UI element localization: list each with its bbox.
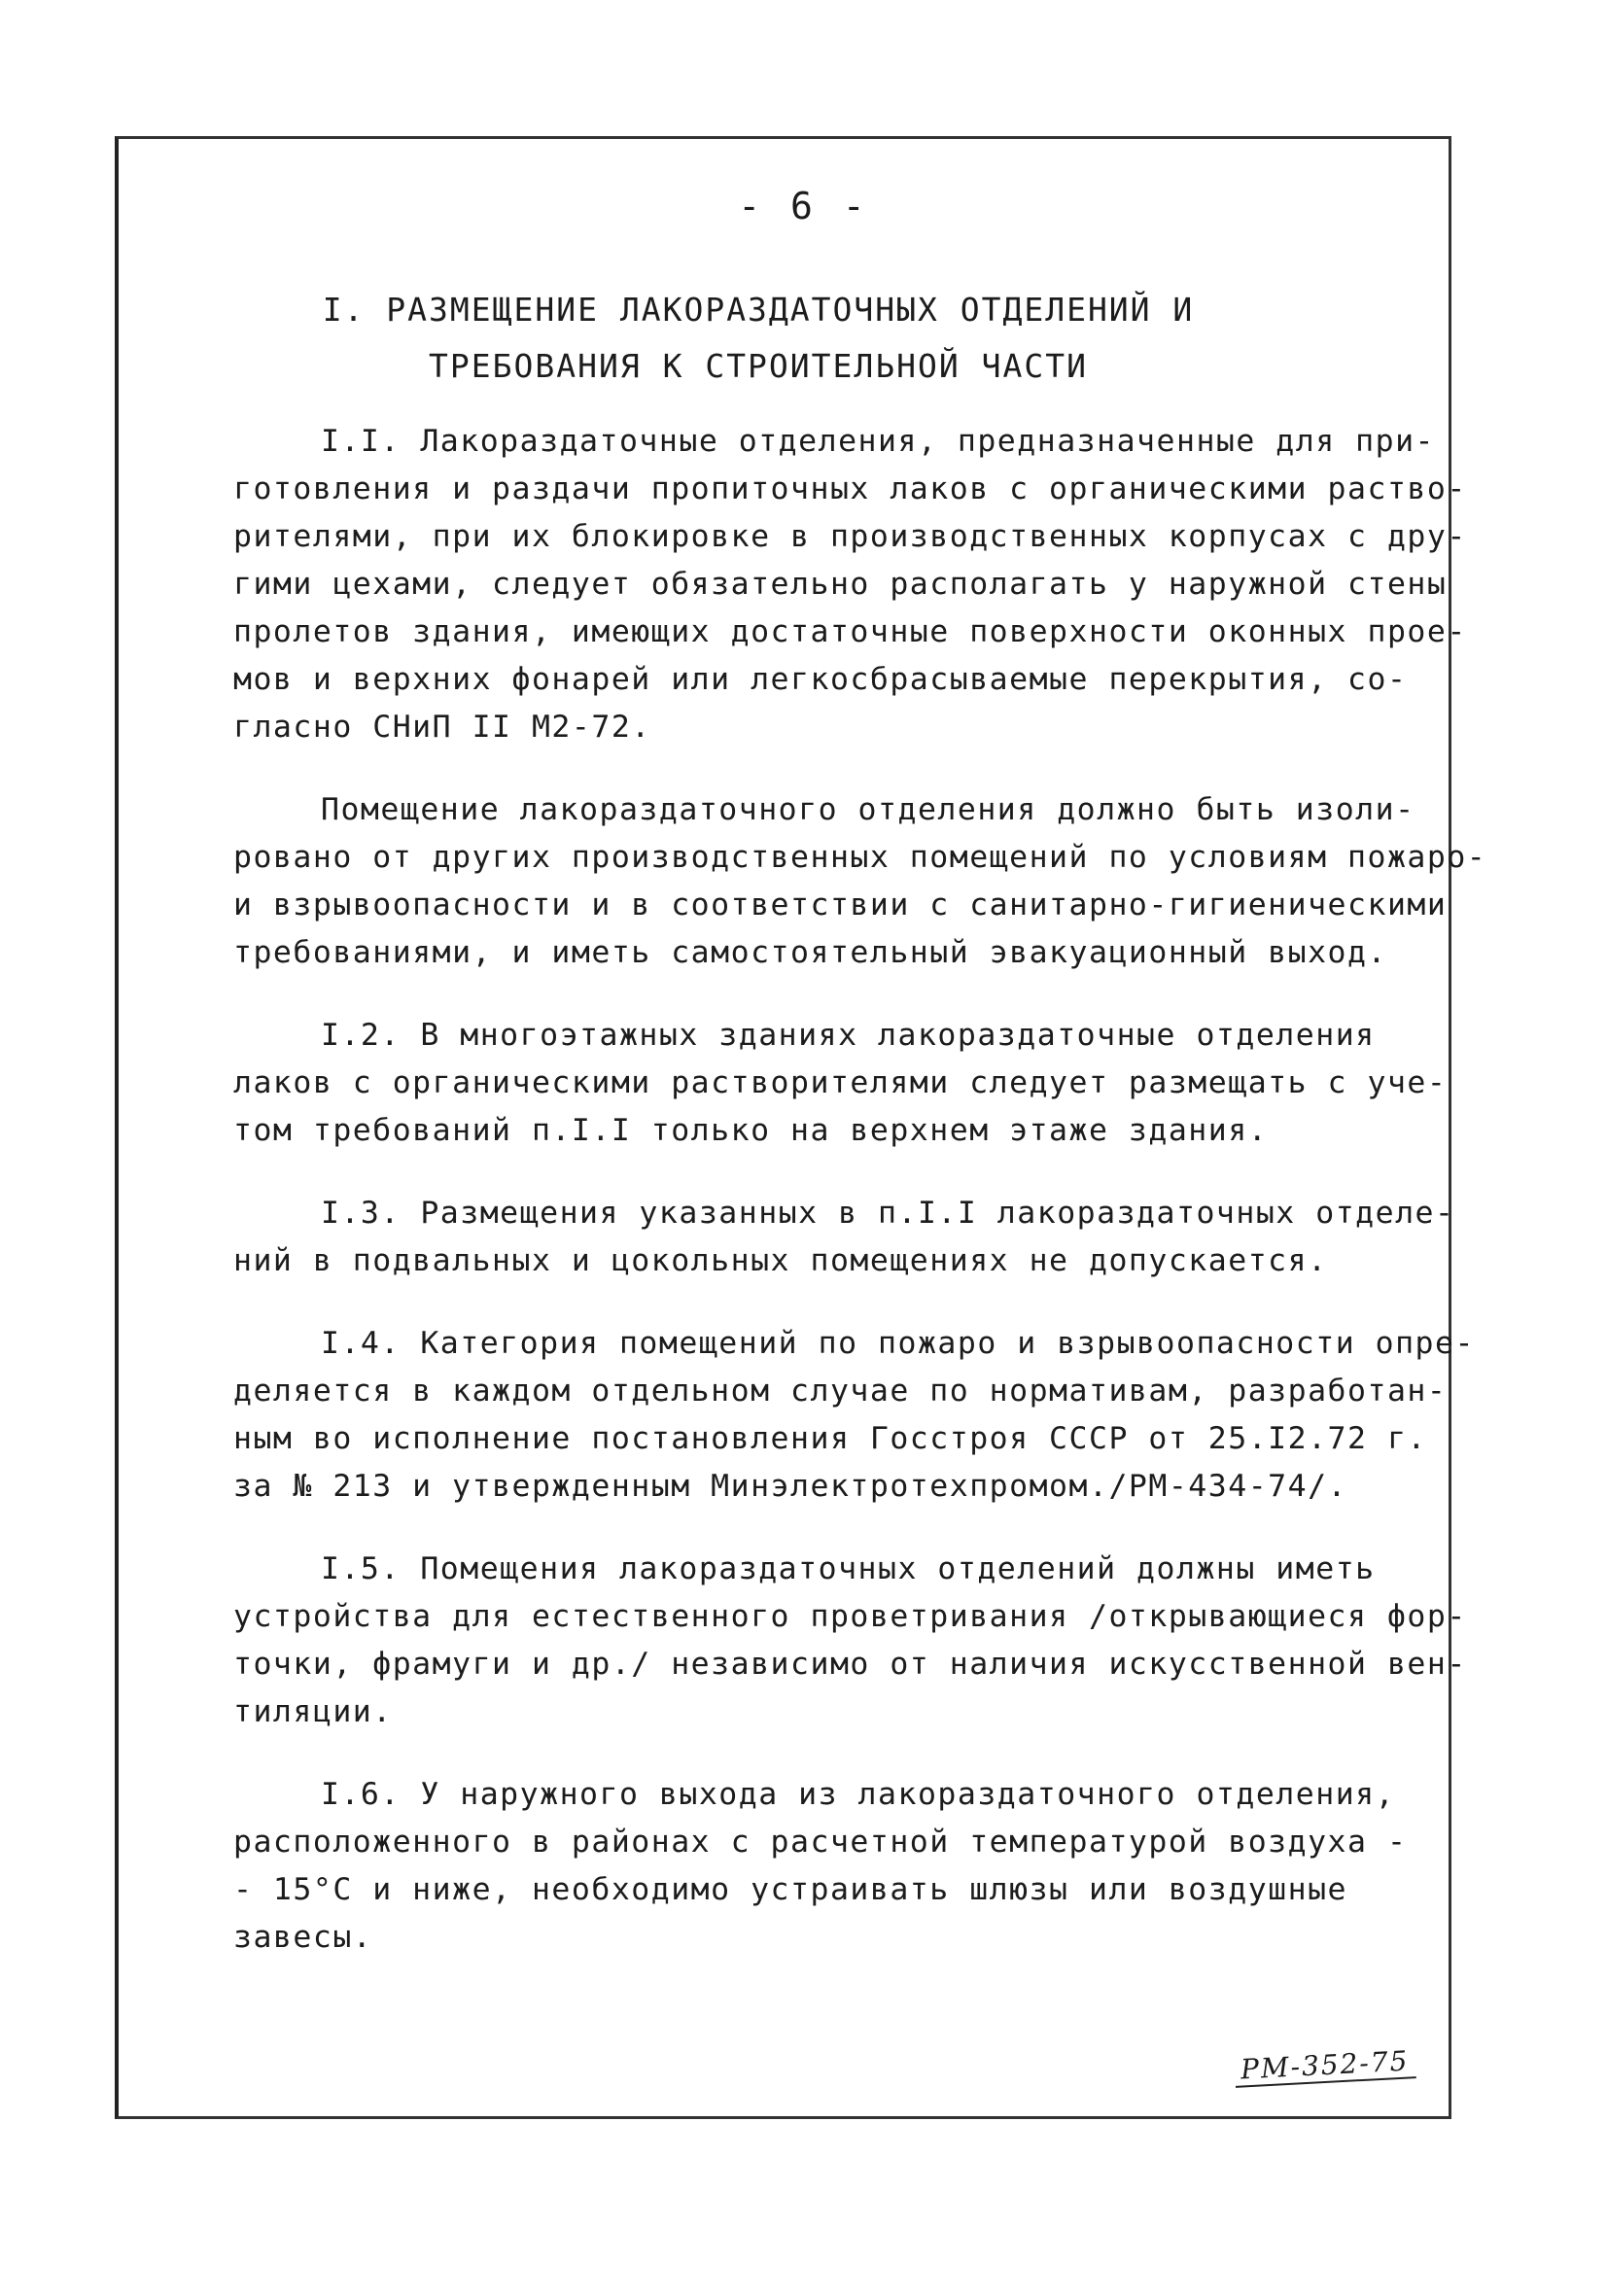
text-line: I.6. У наружного выхода из лакораздаточного отделения, [321, 1777, 1396, 1812]
paragraph-1-2 [233, 1012, 1448, 1155]
paragraph-1-6 [233, 1771, 1429, 1962]
text-line: завесы. [233, 1920, 373, 1955]
section-title-line-1: I. РАЗМЕЩЕНИЕ ЛАКОРАЗДАТОЧНЫХ ОТДЕЛЕНИЙ И [322, 291, 1195, 329]
text-line: ний в подвальных и цокольных помещениях не допускается. [233, 1243, 1328, 1278]
text-line: I.5. Помещения лакораздаточных отделений должны иметь [321, 1551, 1376, 1586]
text-line: и взрывоопасности и в соответствии с санитарно-гигиеническими [233, 887, 1448, 922]
document-body [233, 418, 1487, 1997]
document-code: РМ-352-75 [1234, 2044, 1415, 2088]
text-line: гими цехами, следует обязательно располагать у наружной стены [233, 567, 1448, 602]
text-line: том требований п.I.I только на верхнем этаже здания. [233, 1113, 1269, 1148]
text-line: точки, фрамуги и др./ независимо от наличия искусственной вен- [233, 1647, 1467, 1682]
text-line: устройства для естественного проветривания /открывающиеся фор- [233, 1599, 1467, 1634]
text-line: за № 213 и утвержденным Минэлектротехпромом./РМ-434-74/. [233, 1469, 1348, 1504]
text-line: - 15°С и ниже, необходимо устраивать шлюзы или воздушные [233, 1872, 1348, 1907]
text-line: I.I. Лакораздаточные отделения, предназначенные для при- [321, 424, 1436, 459]
page-number: - 6 - [738, 185, 869, 227]
text-line: Помещение лакораздаточного отделения должно быть изоли- [321, 792, 1415, 827]
paragraph-1-1-continued [233, 786, 1487, 977]
text-line: расположенного в районах с расчетной температурой воздуха - [233, 1825, 1408, 1860]
paragraph-1-1 [233, 418, 1467, 751]
text-line: I.2. В многоэтажных зданиях лакораздаточные отделения [321, 1018, 1376, 1053]
paragraph-1-4 [233, 1320, 1475, 1511]
paragraph-1-5 [233, 1546, 1467, 1736]
text-line: пролетов здания, имеющих достаточные поверхности оконных прое- [233, 614, 1467, 649]
section-title-line-2: ТРЕБОВАНИЯ К СТРОИТЕЛЬНОЙ ЧАСТИ [429, 347, 1088, 385]
text-line: гласно СНиП II М2-72. [233, 710, 651, 745]
text-line: мов и верхних фонарей или легкосбрасываемые перекрытия, со- [233, 662, 1408, 697]
section-title [224, 282, 1293, 395]
text-line: I.4. Категория помещений по пожаро и взрывоопасности опре- [321, 1326, 1475, 1361]
text-line: деляется в каждом отдельном случае по нормативам, разработан- [233, 1374, 1448, 1409]
text-line: ровано от других производственных помещений по условиям пожаро- [233, 840, 1487, 875]
text-line: I.3. Размещения указанных в п.I.I лакораздаточных отделе- [321, 1196, 1455, 1231]
text-line: тиляции. [233, 1694, 393, 1729]
paragraph-1-3 [233, 1190, 1455, 1285]
text-line: ным во исполнение постановления Госстроя СССР от 25.I2.72 г. [233, 1421, 1427, 1456]
text-line: лаков с органическими растворителями следует размещать с уче- [233, 1065, 1448, 1100]
text-line: рителями, при их блокировке в производственных корпусах с дру- [233, 519, 1467, 554]
text-line: требованиями, и иметь самостоятельный эвакуационный выход. [233, 935, 1387, 970]
text-line: готовления и раздачи пропиточных лаков с органическими раство- [233, 471, 1467, 506]
